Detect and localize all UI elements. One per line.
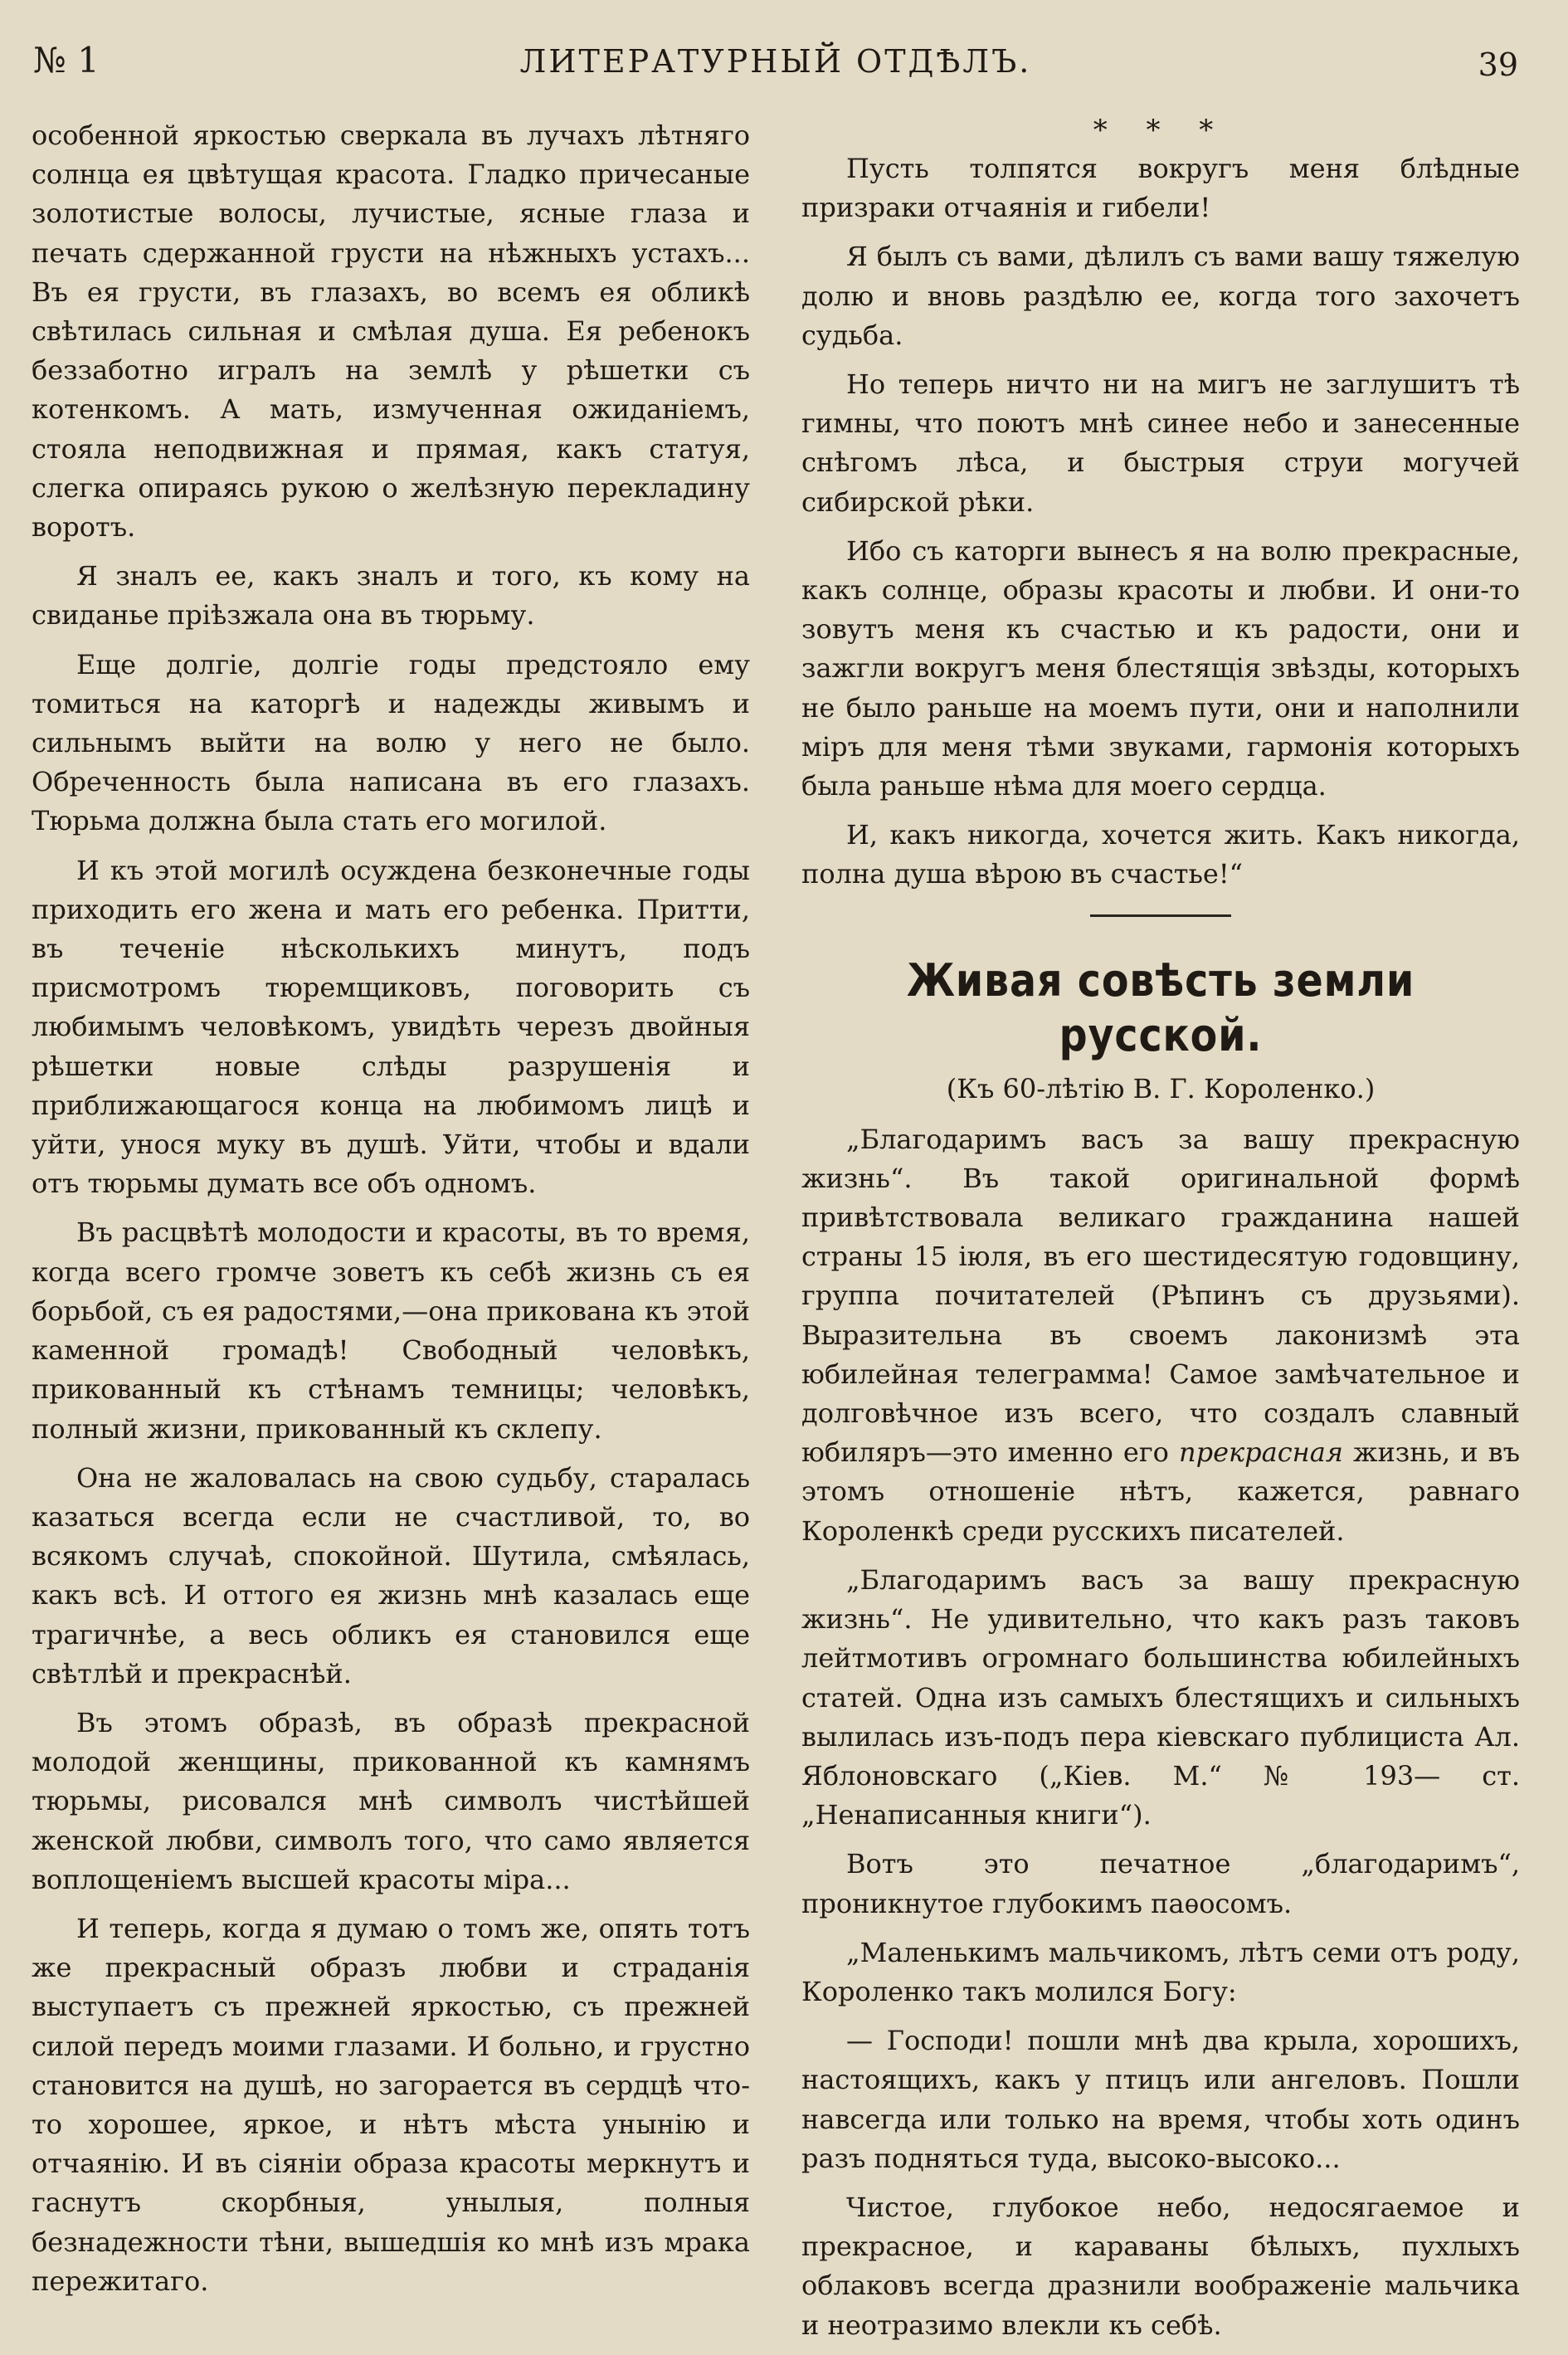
paragraph: Еще долгіе, долгіе годы предстояло ему томиться на каторгѣ и надежды живымъ и сильнымъ выйти на волю у него не было. Обреченность была написана въ его глазахъ. Тюрьма должна была стать его могилой. <box>32 648 750 837</box>
left-column <box>32 116 750 2311</box>
article-paragraph: Чистое, глубокое небо, недосягаемое и прекрасное, и караваны бѣлыхъ, пухлыхъ облаковъ всегда дразнили воображеніе мальчика и неотразимо влекли къ себѣ. <box>801 2191 1520 2341</box>
article-title: Живая совѣсть земли русской. <box>906 953 1415 1061</box>
article-text: жизнь, и въ этомъ отношеніе нѣтъ, кажется, равнаго Короленкѣ среди русскихъ писателей. <box>801 1436 1521 1547</box>
section-title: ЛИТЕРАТУРНЫЙ ОТДѢЛЪ. <box>519 43 1032 80</box>
paragraph: особенной яркостью сверкала въ лучахъ лѣтняго солнца ея цвѣтущая красота. Гладко причесаные золотистые волосы, лучистые, ясные глаза и печать сдержанной грусти на нѣжныхъ устахъ... Въ ея грусти, въ глазахъ, во всемъ ея обликѣ свѣтилась сильная и смѣлая душа. Ея ребенокъ беззаботно игралъ на землѣ у рѣшетки съ котенкомъ. А мать, измученная ожиданіемъ, стояла неподвижная и прямая, какъ статуя, слегка опираясь рукою о желѣзную перекладину воротъ. <box>32 119 750 544</box>
article-subtitle: (Къ 60-лѣтію В. Г. Короленко.) <box>946 1072 1376 1104</box>
paragraph: Въ этомъ образѣ, въ образѣ прекрасной молодой женщины, прикованной къ камнямъ тюрьмы, рисовался мнѣ символъ чистѣйшей женской любви, символъ того, что само является воплощеніемъ высшей красоты міра... <box>32 1706 750 1895</box>
paragraph: И къ этой могилѣ осуждена безконечные годы приходить его жена и мать его ребенка. Притти, въ теченіе нѣсколькихъ минутъ, подъ присмотромъ тюремщиковъ, поговорить съ любимымъ человѣкомъ, увидѣть черезъ двойныя рѣшетки новые слѣды разрушенія и приближающагося конца на любимомъ лицѣ и уйти, унося муку въ душѣ. Уйти, чтобы и вдали отъ тюрьмы думать все объ одномъ. <box>32 854 750 1200</box>
right-column <box>801 116 1520 2355</box>
paragraph: Въ расцвѣтѣ молодости и красоты, въ то время, когда всего громче зоветъ къ себѣ жизнь съ ея борьбой, съ ея радостями,—она прикована къ этой каменной громадѣ! Свободный человѣкъ, прикованный къ стѣнамъ темницы; человѣкъ, полный жизни, прикованный къ склепу. <box>32 1217 750 1445</box>
poem-paragraph: Ибо съ каторги вынесъ я на волю прекрасные, какъ солнце, образы красоты и любви. И они-то зовутъ меня къ счастью и къ радости, они и зажгли вокругъ меня блестящія звѣзды, которыхъ не было раньше на моемъ пути, они и наполнили міръ для меня тѣми звуками, гармонія которыхъ была раньше нѣма для моего сердца. <box>801 534 1520 802</box>
article-paragraph: — Господи! пошли мнѣ два крыла, хорошихъ, настоящихъ, какъ у птицъ или ангеловъ. Пошли навсегда или только на время, чтобы хоть одинъ разъ подняться туда, высоко-высоко... <box>801 2025 1520 2174</box>
page-number: 39 <box>1478 46 1518 83</box>
poem-paragraph: И, какъ никогда, хочется жить. Какъ никогда, полна душа вѣрою въ счастье!“ <box>801 819 1520 890</box>
article-paragraph: „Маленькимъ мальчикомъ, лѣтъ семи отъ роду, Короленко такъ молился Богу: <box>801 1936 1520 2007</box>
article-paragraph: „Благодаримъ васъ за вашу прекрасную жизнь“. Не удивительно, что какъ разъ таковъ лейтмотивъ огромнаго большинства юбилейныхъ статей. Одна изъ самыхъ блестящихъ и сильныхъ вылилась изъ-подъ пера кіевскаго публициста Ал. Яблоновскаго („Кіев. М.“ № 193— ст. „Ненаписанныя книги“). <box>801 1563 1520 1831</box>
article-paragraph <box>801 1120 1520 1551</box>
poem-paragraph: Я былъ съ вами, дѣлилъ съ вами вашу тяжелую долю и вновь раздѣлю ее, когда того захочетъ судьба. <box>801 241 1520 351</box>
paragraph: Она не жаловалась на свою судьбу, старалась казаться всегда если не счастливой, то, во всякомъ случаѣ, спокойной. Шутила, смѣялась, какъ всѣ. И оттого ея жизнь мнѣ казалась еще трагичнѣе, а весь обликъ ея становился еще свѣтлѣй и прекраснѣй. <box>32 1461 750 1689</box>
paragraph: И теперь, когда я думаю о томъ же, опять тотъ же прекрасный образъ любви и страданія выступаетъ съ прежней яркостью, съ прежней силой передъ моими глазами. И больно, и грустно становится на душѣ, но загорается въ сердцѣ что-то хорошее, яркое, и нѣтъ мѣста унынію и отчаянію. И въ сіяніи образа красоты меркнутъ и гаснутъ скорбныя, унылыя, полныя безнадежности тѣни, вышедшія ко мнѣ изъ мрака пережитаго. <box>32 1912 750 2297</box>
page-header <box>33 40 1518 90</box>
section-divider <box>1090 914 1231 917</box>
section-stars: * * * <box>1093 114 1229 147</box>
paragraph: Я зналъ ее, какъ зналъ и того, къ кому на свиданье пріѣзжала она въ тюрьму. <box>32 560 750 631</box>
italic-word: прекрасная <box>1178 1436 1343 1469</box>
poem-paragraph: Но теперь ничто ни на мигъ не заглушитъ тѣ гимны, что поютъ мнѣ синее небо и занесенные снѣгомъ лѣса, и быстрыя струи могучей сибирской рѣки. <box>801 368 1520 518</box>
poem-paragraph: Пусть толпятся вокругъ меня блѣдные призраки отчаянія и гибели! <box>801 153 1520 224</box>
article-text: „Благодаримъ васъ за вашу прекрасную жизнь“. Въ такой оригинальной формѣ привѣтствовала великаго гражданина нашей страны 15 іюля, въ его шестидесятую годовщину, группа почитателей (Рѣпинъ съ друзьями). Выразительна въ своемъ лаконизмѣ эта юбилейная телеграмма! Самое замѣчательное и долговѣчное изъ всего, что создалъ славный юбиляръ—это именно его <box>801 1123 1520 1469</box>
issue-number: № 1 <box>33 40 100 80</box>
article-paragraph: Вотъ это печатное „благодаримъ“, проникнутое глубокимъ паѳосомъ. <box>801 1848 1520 1919</box>
